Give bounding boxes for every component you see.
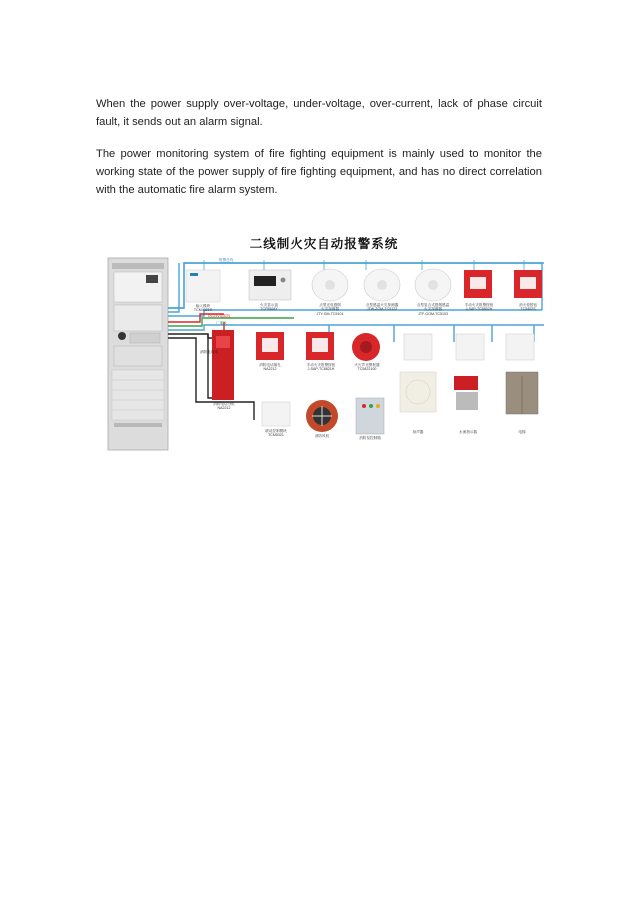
label-phone-jack: 消防电话插孔 NA2212	[259, 363, 281, 372]
diagram-title: 二线制火灾自动报警系统	[249, 237, 399, 251]
combo-detector-device	[415, 269, 451, 301]
manual-call-point-device	[464, 270, 492, 298]
label-heat-detector: 点型感温火灾探测器 JTW-ZOM-TC5122	[365, 303, 399, 312]
fire-alarm-system-diagram	[104, 230, 544, 452]
control-box-device	[356, 398, 384, 434]
elevator-device	[506, 372, 538, 414]
io-module-device	[262, 402, 290, 426]
label-smoke-detector: 点型光电感烟 火灾探测器 JTY-GM-TC5101	[316, 303, 344, 316]
fan-device	[306, 400, 338, 432]
label-power-wire: DC24V电源线	[208, 314, 231, 318]
heat-detector-device	[364, 269, 400, 301]
module-1-device	[404, 334, 432, 360]
fire-phone-device	[212, 330, 234, 400]
label-io-module: 联动控制模块 TCM5321	[265, 429, 287, 438]
diagram-graphic	[104, 230, 544, 452]
label-manual-call-point: 手动火灾报警按钮 J-SAP-TC8802H	[464, 303, 494, 312]
smoke-detector-device	[312, 269, 348, 301]
module-2-device	[456, 334, 484, 360]
manual-call-point-2-device	[306, 332, 334, 360]
label-telephone-wire: 消防电话线	[200, 350, 218, 354]
label-fire-phone: 消防电话分机 NA2212	[213, 402, 235, 411]
label-broadcast-wire: 广播线	[216, 321, 227, 325]
label-repeater-panel: 火灾显示盘 TCF5508Y	[260, 303, 278, 312]
label-manual-call-point-2: 手动火灾报警按钮 J-SAP-TC8821H	[306, 363, 336, 372]
paragraph-power-alarm: When the power supply over-voltage, under-voltage, over-current, lack of phase circuit fault, it sends out an alarm signal.	[96, 98, 542, 128]
phone-jack-device	[256, 332, 284, 360]
paragraph-power-monitoring: The power monitoring system of fire fighting equipment is mainly used to monitor the working state of the power supply of fire fighting equipment, and has no direct correlation with the automatic fire alarm system.	[96, 148, 542, 196]
label-combo-detector: 点型复合式感烟感温 火灾探测器 JTF-GOM-TC5103	[416, 303, 450, 316]
flow-indicator-device	[454, 376, 478, 410]
label-elevator: 电梯	[518, 430, 526, 434]
label-control-box: 消防泵控制箱	[359, 436, 381, 440]
input-module-device	[186, 270, 220, 302]
label-bus-wire: 报警总线	[219, 258, 234, 262]
repeater-panel-device	[249, 270, 291, 300]
sounder-strobe-device	[352, 333, 380, 361]
speaker-device	[400, 372, 436, 412]
label-hydrant-button: 消火栓按钮 TC5452S	[519, 303, 537, 312]
label-flow-indicator: 水流指示器	[459, 430, 477, 434]
label-speaker: 扬声器	[412, 430, 424, 434]
label-fan: 消防风机	[314, 434, 330, 438]
module-3-device	[506, 334, 534, 360]
label-input-module: 输入模块 TCM4321S	[193, 304, 213, 313]
label-sounder-strobe: 火灾声光警报器 TC5822100	[354, 363, 380, 372]
control-cabinet	[108, 258, 168, 450]
hydrant-button-device	[514, 270, 542, 298]
